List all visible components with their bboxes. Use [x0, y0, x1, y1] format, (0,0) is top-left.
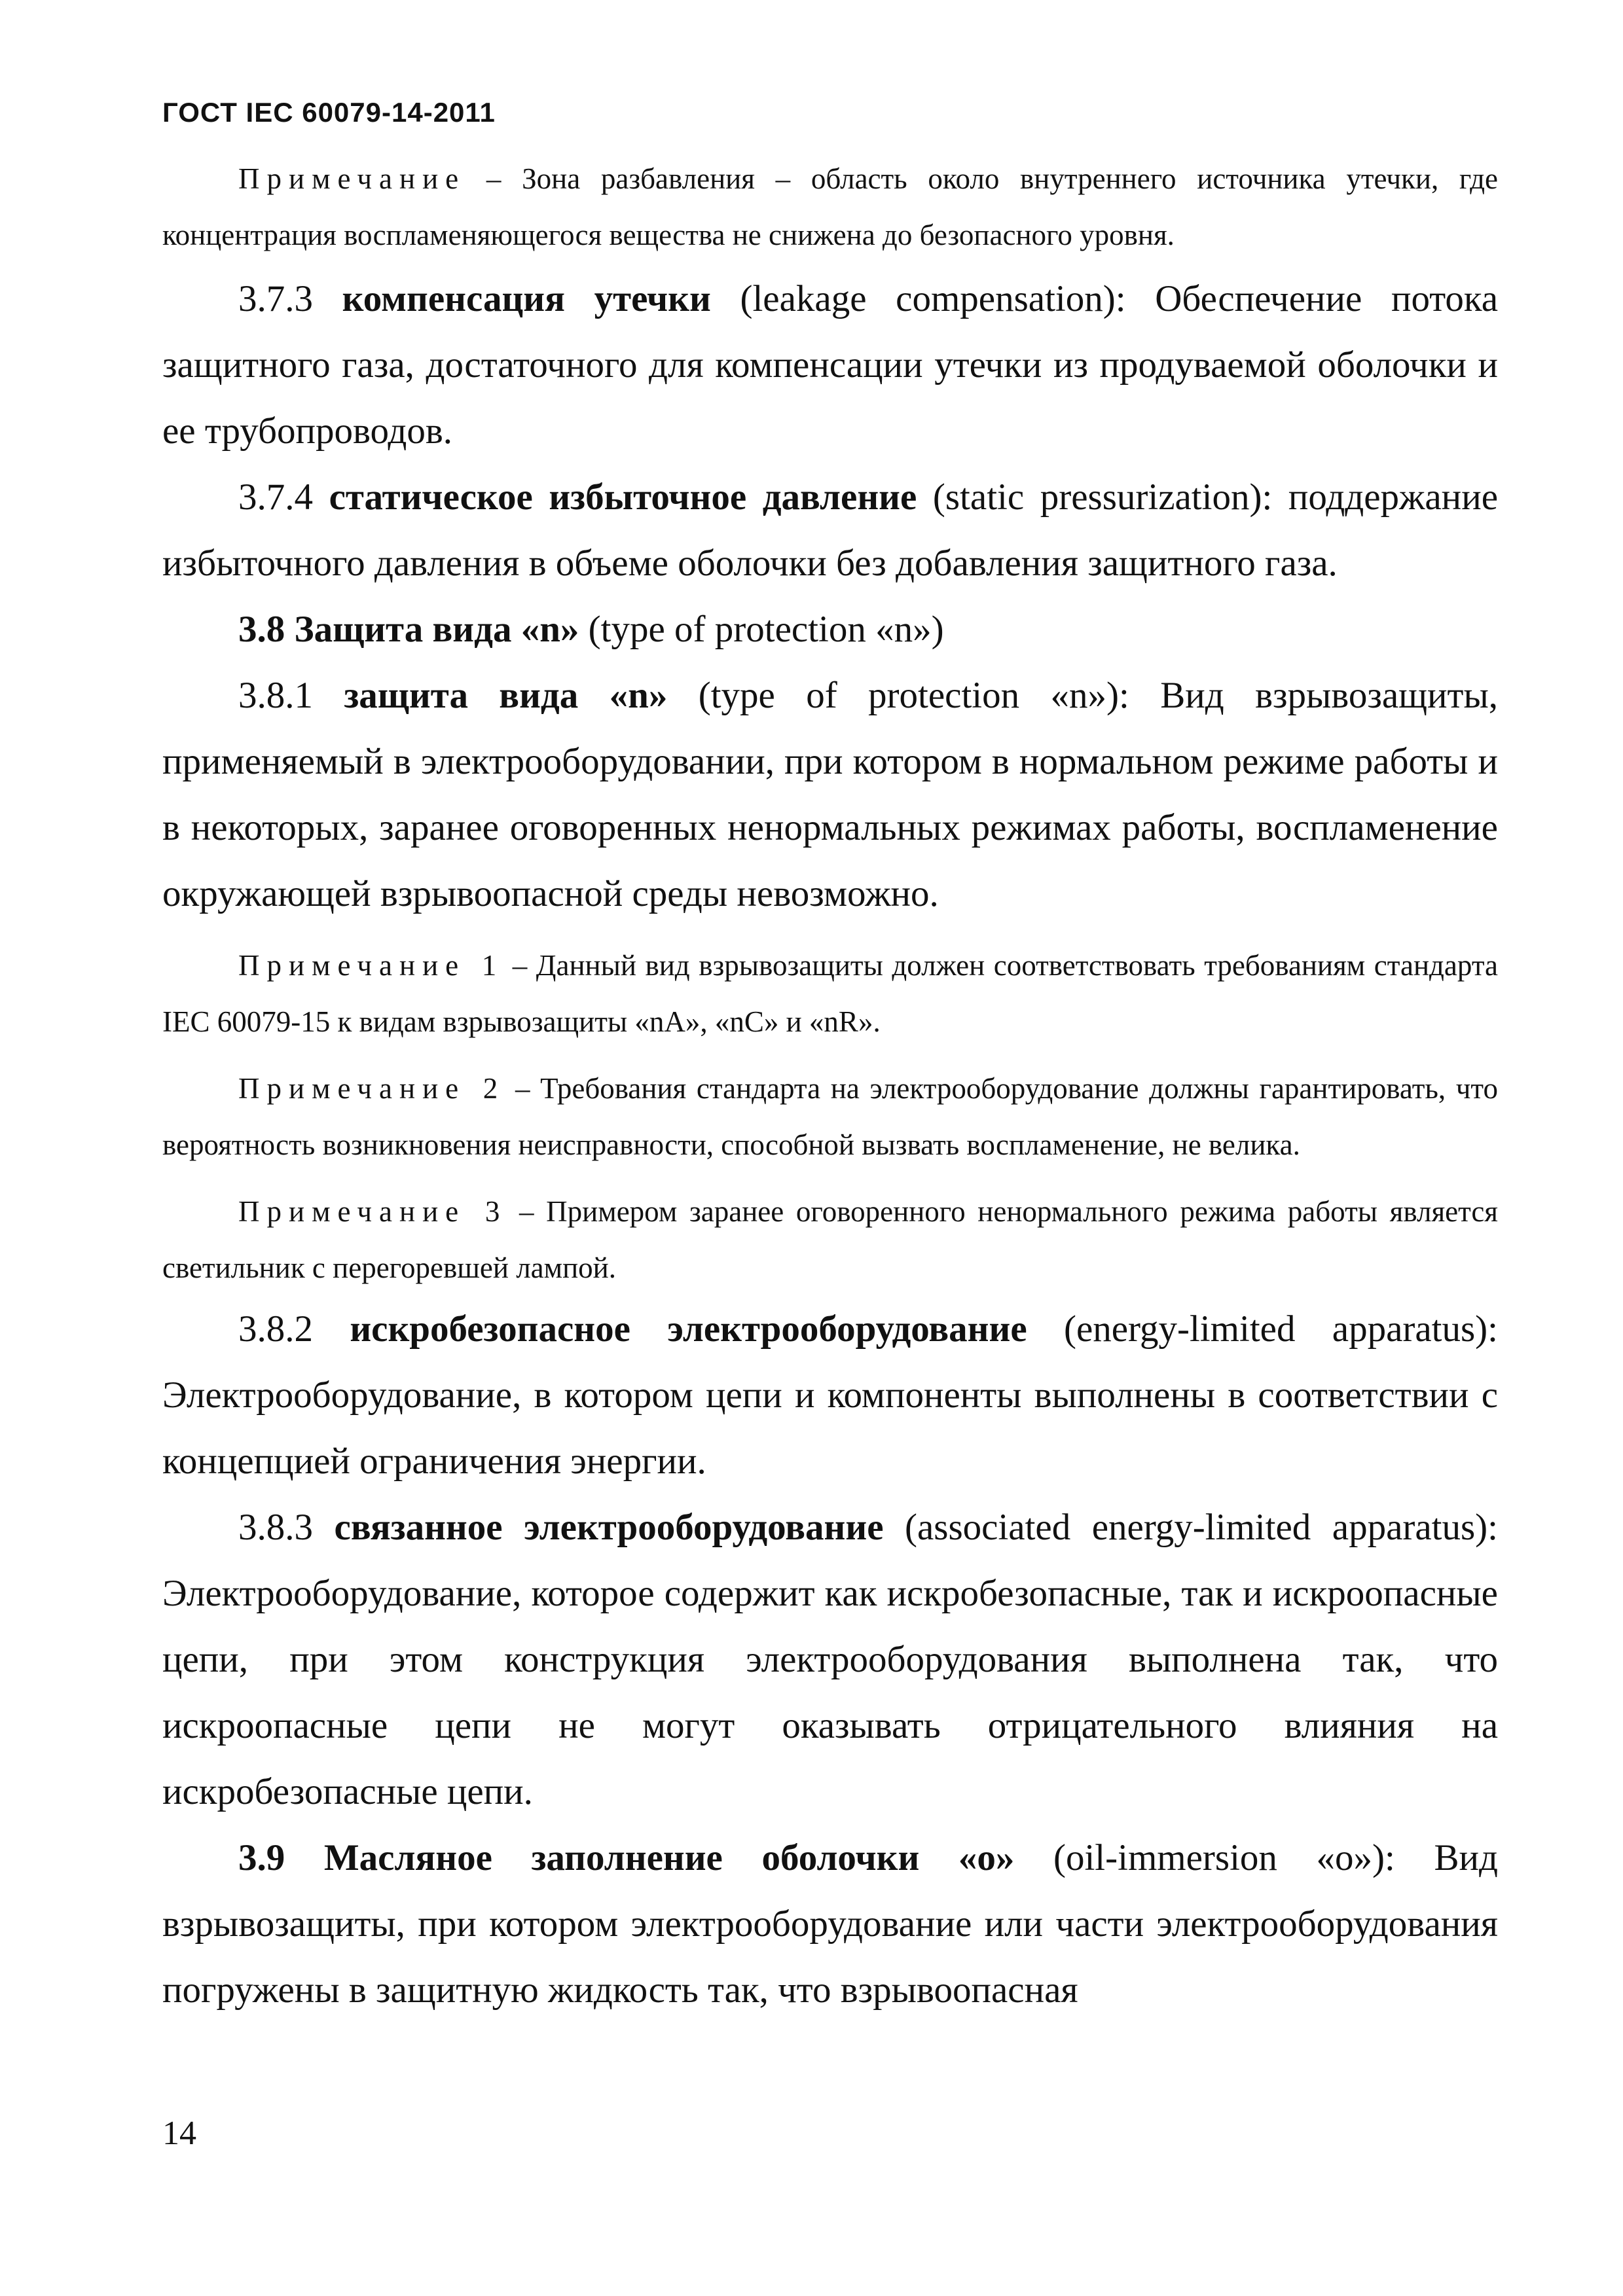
clause-number: 3.7.4 [238, 476, 329, 518]
clause-text: (associated energy-limited apparatus): Электрооборудование, которое содержит как искробезопасные, так и искроопасные цепи, при этом конструкция электрооборудования выполнена так, что искроопасные цепи не могут оказывать отрицательного влияния на искробезопасные цепи. [162, 1507, 1498, 1812]
clause-number: 3.8.2 [238, 1308, 350, 1350]
clause-3-7-3 [162, 266, 1498, 464]
clause-term: статическое избыточное давление [329, 476, 917, 518]
note-text: – Примером заранее оговоренного ненормального режима работы является светильник с перегоревшей лампой. [162, 1195, 1499, 1284]
clause-number: 3.8.3 [238, 1507, 335, 1548]
clause-text: (type of protection «n») [579, 609, 944, 650]
note-label: Примечание 2 [238, 1072, 505, 1105]
note-text: – Зона разбавления – область около внутреннего источника утечки, где концентрация воспламеняющегося вещества не снижена до безопасного уровня. [162, 162, 1498, 251]
note-1 [162, 937, 1498, 1050]
note-text: – Требования стандарта на электрооборудование должны гарантировать, что вероятность возникновения неисправности, способной вызвать воспламенение, не велика. [162, 1072, 1498, 1161]
clause-3-8 [162, 596, 1498, 662]
clause-term: 3.9 Масляное заполнение оболочки «o» [238, 1837, 1015, 1878]
note-2 [162, 1060, 1498, 1173]
clause-term: 3.8 Защита вида «n» [238, 609, 579, 650]
clause-text: (oil-immersion «o»): Вид взрывозащиты, при котором электрооборудование или части электрооборудования погружены в защитную жидкость так, что взрывоопасная [162, 1837, 1498, 2011]
note-label: Примечание [238, 162, 466, 195]
page-number: 14 [162, 2115, 196, 2152]
note-3 [162, 1183, 1498, 1296]
clause-text: (type of protection «n»): Вид взрывозащиты, применяемый в электрооборудовании, при котором в нормальном режиме работы и в некоторых, заранее оговоренных ненормальных режимах работы, воспламенение окружающей взрывоопасной среды невозможно. [162, 675, 1498, 914]
document-header: ГОСТ IEC 60079-14-2011 [162, 97, 496, 128]
clause-3-8-2 [162, 1296, 1498, 1494]
clause-term: связанное электрооборудование [334, 1507, 884, 1548]
clause-term: компенсация утечки [342, 278, 711, 319]
clause-term: искробезопасное электрооборудование [350, 1308, 1027, 1350]
clause-text: (energy-limited apparatus): Электрооборудование, в котором цепи и компоненты выполнены в соответствии с концепцией ограничения энергии. [162, 1308, 1498, 1482]
clause-3-8-1 [162, 662, 1498, 927]
clause-number: 3.7.3 [238, 278, 342, 319]
note-label: Примечание 3 [238, 1195, 507, 1228]
clause-text: (static pressurization): поддержание избыточного давления в объеме оболочки без добавления защитного газа. [162, 476, 1498, 584]
clause-3-7-4 [162, 464, 1498, 596]
note-text: – Данный вид взрывозащиты должен соответствовать требованиям стандарта IEC 60079-15 к видам взрывозащиты «nA», «nC» и «nR». [162, 949, 1499, 1038]
document-body [162, 151, 1498, 2023]
clause-term: защита вида «n» [344, 675, 668, 716]
note-dilution-zone [162, 151, 1498, 263]
clause-3-9 [162, 1825, 1498, 2023]
clause-3-8-3 [162, 1494, 1498, 1825]
note-label: Примечание 1 [238, 949, 504, 982]
clause-number: 3.8.1 [238, 675, 344, 716]
clause-text: (leakage compensation): Обеспечение потока защитного газа, достаточного для компенсации утечки из продуваемой оболочки и ее трубопроводов. [162, 278, 1498, 452]
